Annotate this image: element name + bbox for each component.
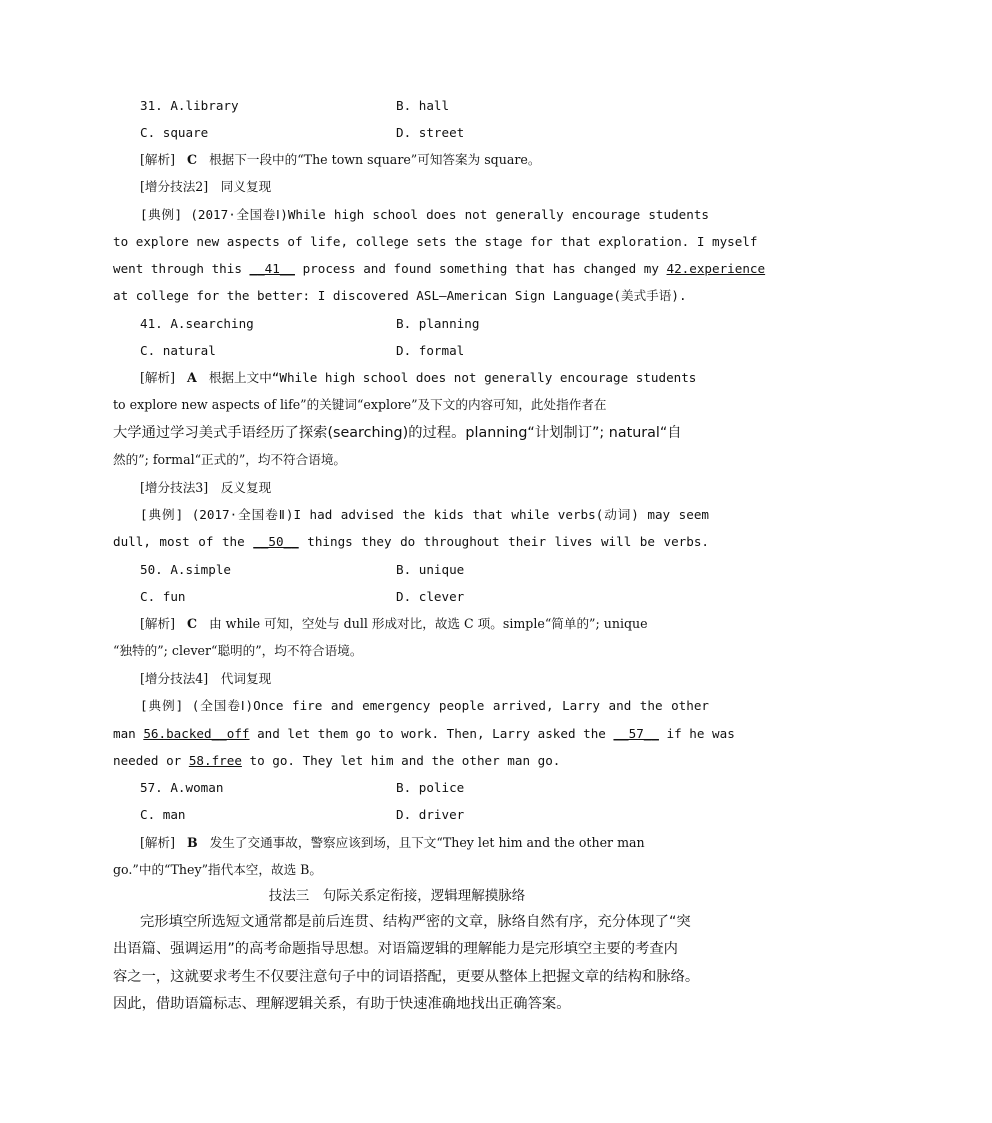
skill-4-title: [增分技法4] 代词复现 xyxy=(140,671,272,686)
example-text: if he was xyxy=(658,726,735,741)
skill-4-example-line-1 xyxy=(140,698,709,714)
skill-2-analysis-line-3: 大学通过学习美式手语经历了探索(searching)的过程。planning“计划制订”; natural“自 xyxy=(113,425,682,441)
q41-option-d: D. formal xyxy=(396,343,465,358)
skill-4-example-line-3 xyxy=(113,753,709,769)
skill-3-analysis-line-1 xyxy=(140,616,709,632)
skill-3-title: [增分技法3] 反义复现 xyxy=(140,480,272,495)
q50-option-c: C. fun xyxy=(140,589,186,604)
analysis-answer: C xyxy=(187,152,198,167)
method-3-paragraph-line-4: 因此，借助语篇标志、理解逻辑关系，有助于快速准确地找出正确答案。 xyxy=(113,996,571,1012)
q57-option-c: C. man xyxy=(140,807,186,822)
q31-analysis xyxy=(140,152,709,168)
q41-option-c: C. natural xyxy=(140,343,216,358)
analysis-label: [解析] xyxy=(140,835,176,850)
q41-option-a: 41. A.searching xyxy=(140,316,254,331)
blank-56: 56.backed__off xyxy=(143,726,250,741)
q31-option-d: D. street xyxy=(396,125,465,140)
analysis-label: [解析] xyxy=(140,370,176,385)
q50-option-d: D. clever xyxy=(396,589,465,604)
q57-option-b: B. police xyxy=(396,780,465,795)
example-text: process and found something that has changed my xyxy=(294,261,667,276)
example-label: [典例] xyxy=(140,207,183,222)
q41-option-b: B. planning xyxy=(396,316,480,331)
example-text: (2017·全国卷Ⅱ)I had advised the kids that while verbs(动词) may seem xyxy=(191,507,709,522)
q31-option-b: B. hall xyxy=(396,98,450,113)
example-text: man xyxy=(113,726,144,741)
skill-3-analysis-line-2: “独特的”; clever“聪明的”，均不符合语境。 xyxy=(113,643,363,658)
example-text: needed or xyxy=(113,753,189,768)
example-text: dull, most of the xyxy=(113,534,254,549)
method-3-paragraph-line-1: 完形填空所选短文通常都是前后连贯、结构严密的文章，脉络自然有序，充分体现了“突 xyxy=(140,914,691,930)
analysis-answer: A xyxy=(187,370,197,385)
analysis-text: 根据上文中“While high school does not generally encourage students xyxy=(208,370,697,385)
skill-2-example-line-3 xyxy=(113,261,766,277)
analysis-label: [解析] xyxy=(140,152,176,167)
analysis-answer: C xyxy=(187,616,198,631)
skill-2-analysis-line-4: 然的”; formal“正式的”，均不符合语境。 xyxy=(113,452,347,467)
method-3-paragraph-line-3: 容之一，这就要求考生不仅要注意句子中的词语搭配，更要从整体上把握文章的结构和脉络。 xyxy=(113,969,700,985)
example-text: to go. They let him and the other man go. xyxy=(241,753,561,768)
analysis-text: 由 while 可知，空处与 dull 形成对比，故选 C 项。simple“简单的”; unique xyxy=(209,616,648,631)
blank-57: __57__ xyxy=(613,726,659,741)
q31-option-a: 31. A.library xyxy=(140,98,239,113)
blank-58: 58.free xyxy=(188,753,242,768)
analysis-answer: B xyxy=(187,835,198,850)
example-text: (2017·全国卷Ⅰ)While high school does not generally encourage students xyxy=(190,207,709,222)
skill-2-example-line-4: at college for the better: I discovered ASL—American Sign Language(美式手语). xyxy=(113,288,687,303)
analysis-text: 根据下一段中的“The town square”可知答案为 square。 xyxy=(209,152,541,167)
skill-4-analysis-line-1 xyxy=(140,835,709,851)
skill-2-example-line-1 xyxy=(140,207,709,223)
analysis-text: 发生了交通事故，警察应该到场，且下文“They let him and the other man xyxy=(209,835,645,850)
analysis-label: [解析] xyxy=(140,616,176,631)
blank-42: 42.experience xyxy=(666,261,766,276)
blank-41: __41__ xyxy=(249,261,295,276)
skill-2-title: [增分技法2] 同义复现 xyxy=(140,179,272,194)
skill-3-example-line-2 xyxy=(113,534,709,550)
skill-4-analysis-line-2: go.”中的“They”指代本空，故选 B。 xyxy=(113,862,323,877)
q31-option-c: C. square xyxy=(140,125,209,140)
skill-3-example-line-1 xyxy=(140,507,709,523)
q50-option-b: B. unique xyxy=(396,562,465,577)
skill-4-example-line-2 xyxy=(113,726,735,742)
method-3-paragraph-line-2: 出语篇、强调运用”的高考命题指导思想。对语篇逻辑的理解能力是完形填空主要的考查内 xyxy=(113,941,678,957)
q57-option-a: 57. A.woman xyxy=(140,780,224,795)
q50-option-a: 50. A.simple xyxy=(140,562,231,577)
example-label: [典例] xyxy=(140,698,184,713)
skill-2-analysis-line-2: to explore new aspects of life”的关键词“explore”及下文的内容可知，此处指作者在 xyxy=(113,397,607,412)
q57-option-d: D. driver xyxy=(396,807,465,822)
blank-50: __50__ xyxy=(253,534,299,549)
example-text: (全国卷Ⅰ)Once fire and emergency people arrived, Larry and the other xyxy=(191,698,709,713)
example-text: went through this xyxy=(113,261,250,276)
skill-2-analysis-line-1 xyxy=(140,370,709,386)
example-label: [典例] xyxy=(140,507,184,522)
skill-2-example-line-2: to explore new aspects of life, college sets the stage for that exploration. I myself xyxy=(113,234,758,249)
example-text: and let them go to work. Then, Larry asked the xyxy=(249,726,614,741)
section-heading: 技法三 句际关系定衔接，逻辑理解摸脉络 xyxy=(268,888,526,904)
example-text: things they do throughout their lives will be verbs. xyxy=(298,534,709,549)
